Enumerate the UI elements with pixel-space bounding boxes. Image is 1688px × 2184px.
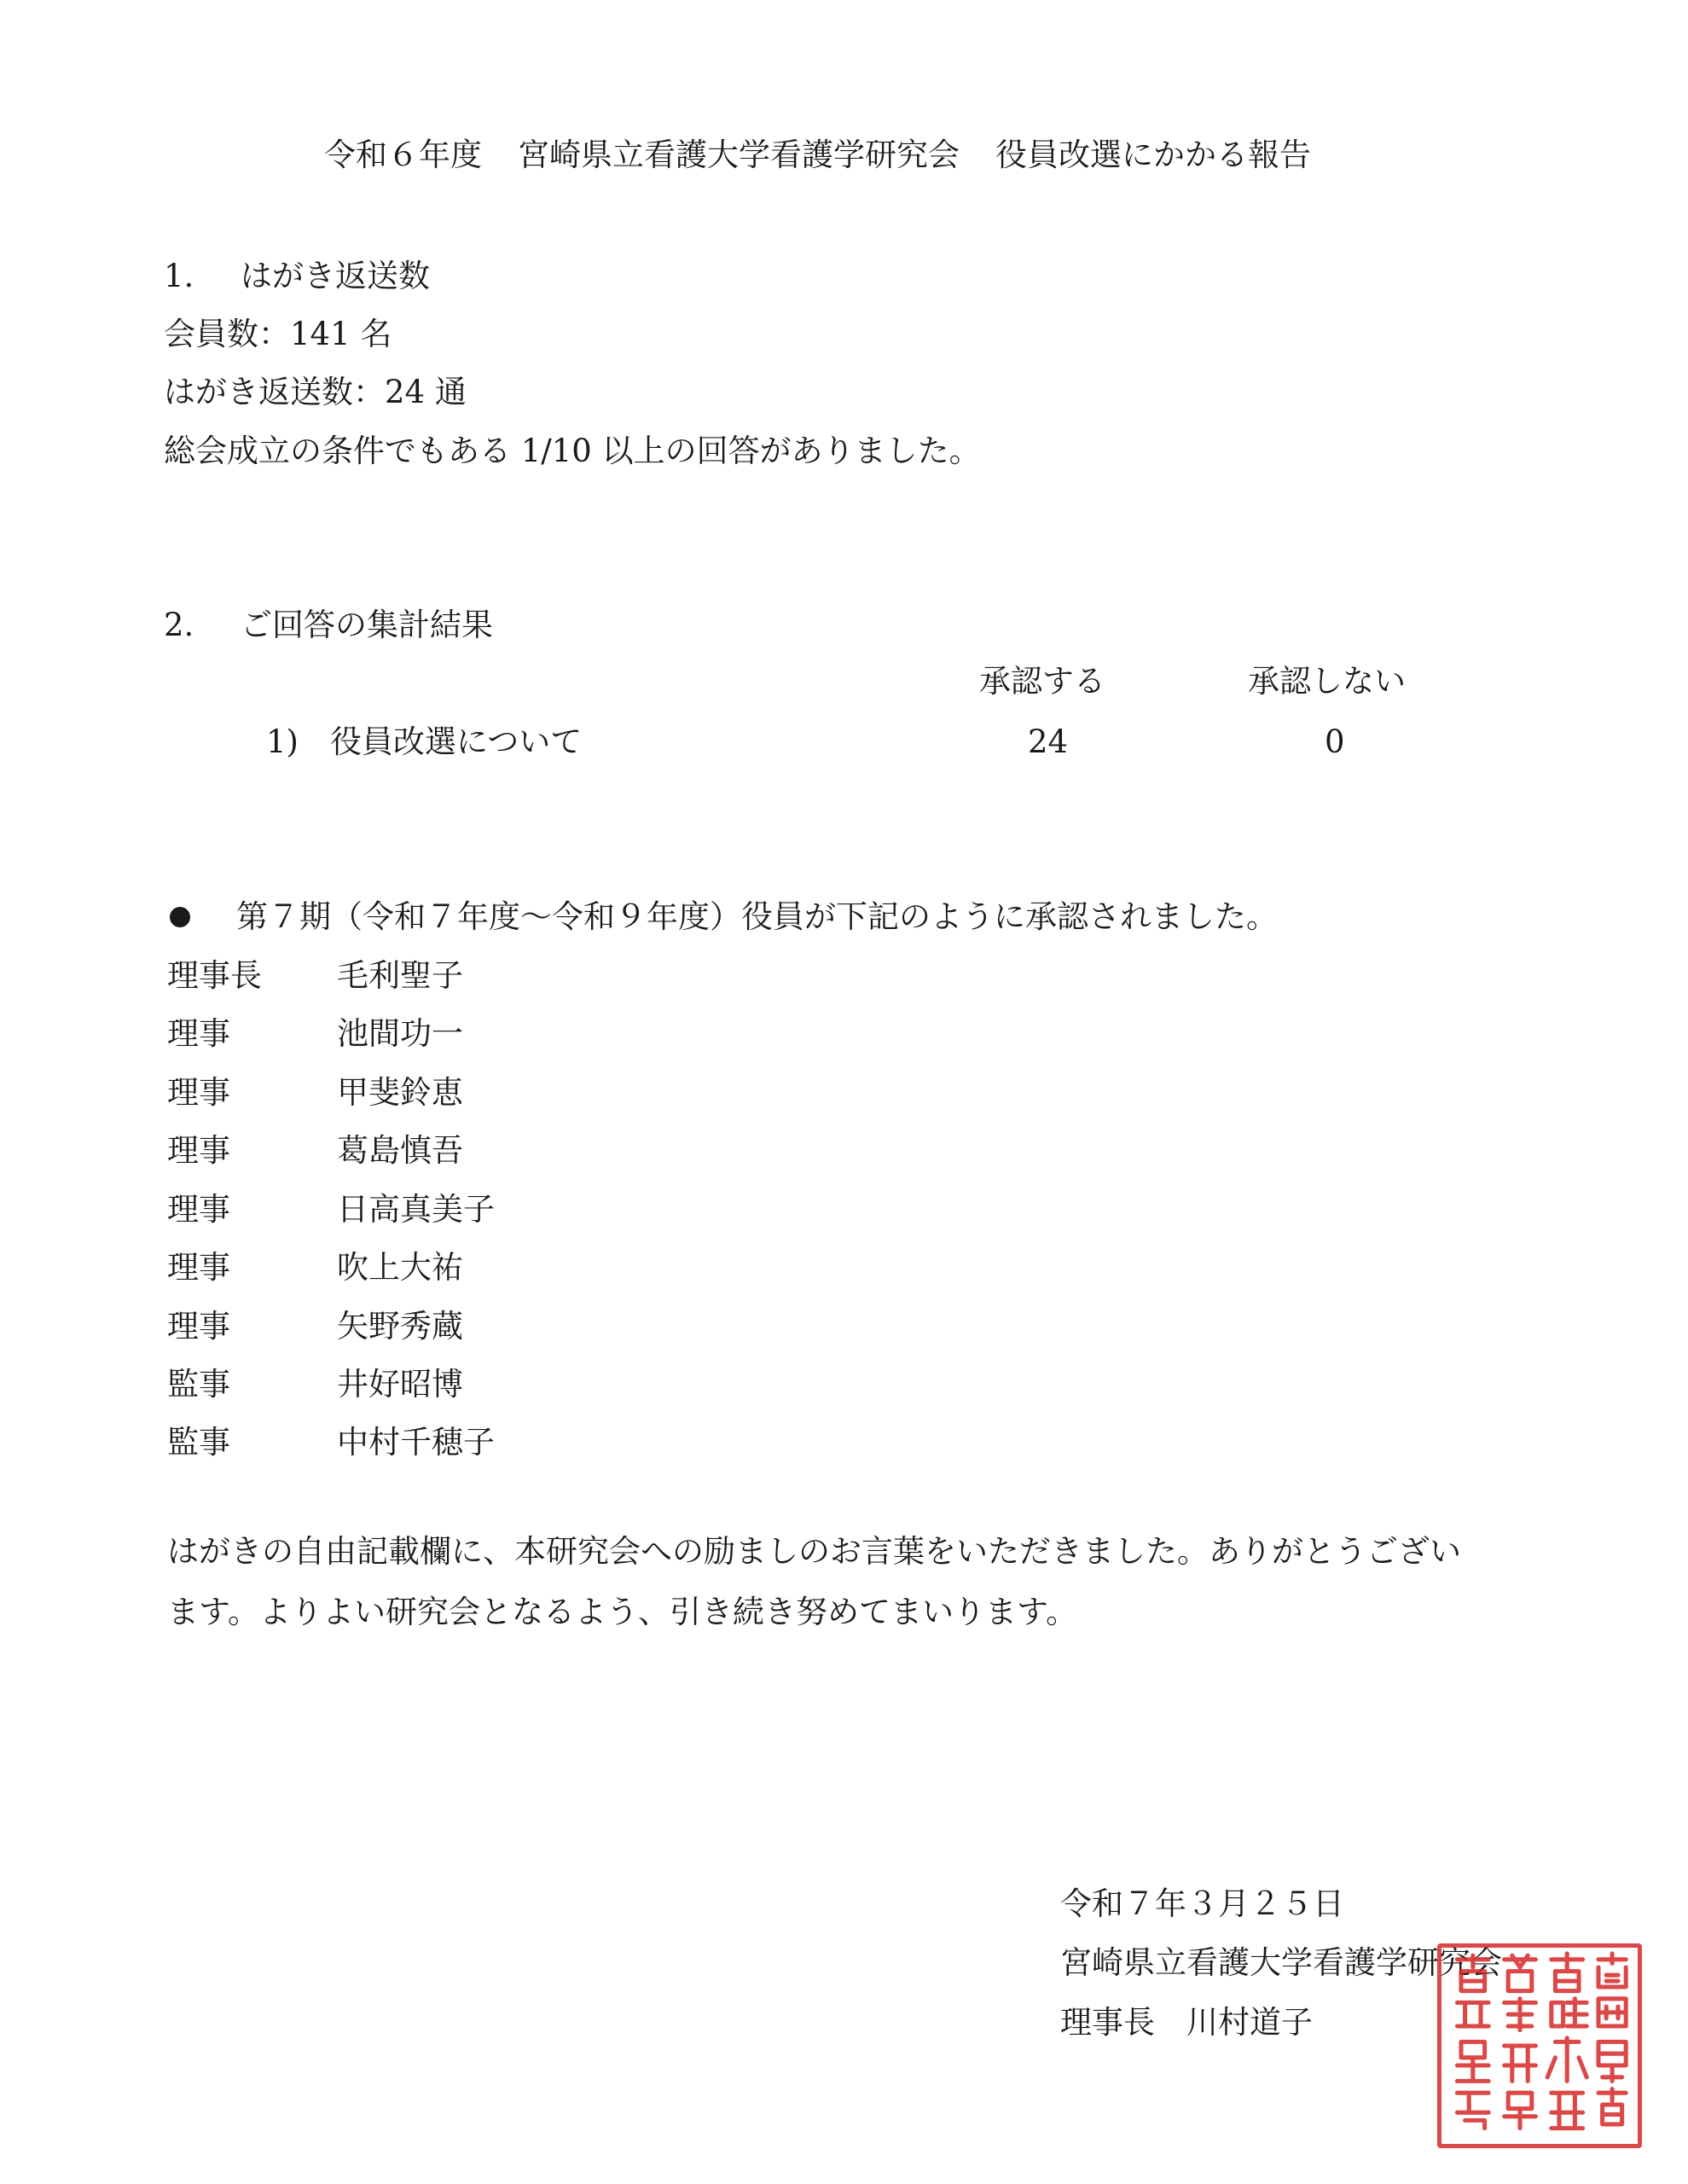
- seal-stamp: [1437, 1943, 1642, 2148]
- section2-heading: [164, 609, 493, 641]
- officer-name: 葛島慎吾: [337, 1132, 463, 1169]
- signature-date: 令和７年３月２５日: [1060, 1885, 1344, 1922]
- title-fiscal-year: 令和６年度: [324, 136, 482, 173]
- title-org: 宮崎県立看護大学看護学研究会: [518, 136, 960, 173]
- officer-role: 監事: [167, 1366, 230, 1403]
- officer-name: 毛利聖子: [337, 957, 463, 994]
- officer-role: 理事: [167, 1132, 230, 1169]
- officer-role: 理事: [167, 1015, 230, 1052]
- section2-number: 2.: [164, 607, 194, 643]
- officer-name: 甲斐鈴恵: [337, 1074, 463, 1111]
- officer-name: 日高真美子: [337, 1191, 495, 1228]
- seal-stamp-graphic: [1441, 1948, 1638, 2144]
- officer-name: 井好昭博: [337, 1366, 463, 1403]
- section1-heading: [164, 260, 430, 292]
- column-approve: 承認する: [979, 663, 1105, 700]
- section1-title: はがき返送数: [241, 258, 430, 294]
- column-disapprove: 承認しない: [1248, 663, 1406, 700]
- bullet-icon: [170, 907, 190, 927]
- tally-approve-value: 24: [1028, 723, 1069, 760]
- officer-name: 中村千穂子: [337, 1424, 495, 1461]
- officer-role: 理事: [167, 1191, 230, 1228]
- member-count: 会員数：141 名: [164, 316, 392, 352]
- approval-note: 第７期（令和７年度～令和９年度）役員が下記のように承認されました。: [236, 898, 1278, 935]
- closing-line-2: ます。よりよい研究会となるよう、引き続き努めてまいります。: [167, 1594, 1078, 1630]
- section2-title: ご回答の集計結果: [241, 607, 493, 643]
- closing-line-1: はがきの自由記載欄に、本研究会への励ましのお言葉をいただきました。ありがとうござい: [167, 1533, 1461, 1570]
- officer-role: 理事: [167, 1308, 230, 1345]
- officer-role: 理事: [167, 1074, 230, 1111]
- document-title: [324, 136, 1311, 173]
- signature-chair: 理事長 川村道子: [1060, 2004, 1313, 2041]
- officer-name: 矢野秀蔵: [337, 1308, 463, 1345]
- officer-role: 監事: [167, 1424, 230, 1461]
- tally-disapprove-value: 0: [1325, 723, 1345, 760]
- section1-number: 1.: [164, 258, 194, 294]
- officer-role: 理事: [167, 1249, 230, 1286]
- officer-role: 理事長: [167, 957, 262, 994]
- quorum-note: 総会成立の条件でもある 1/10 以上の回答がありました。: [164, 433, 981, 469]
- tally-row-label: 1) 役員改選について: [266, 723, 583, 760]
- signature-org: 宮崎県立看護大学看護学研究会: [1060, 1944, 1502, 1981]
- officer-name: 池間功一: [337, 1015, 463, 1052]
- returned-count: はがき返送数：24 通: [164, 374, 467, 410]
- officer-name: 吹上大祐: [337, 1249, 463, 1286]
- title-subject: 役員改選にかかる報告: [995, 136, 1311, 173]
